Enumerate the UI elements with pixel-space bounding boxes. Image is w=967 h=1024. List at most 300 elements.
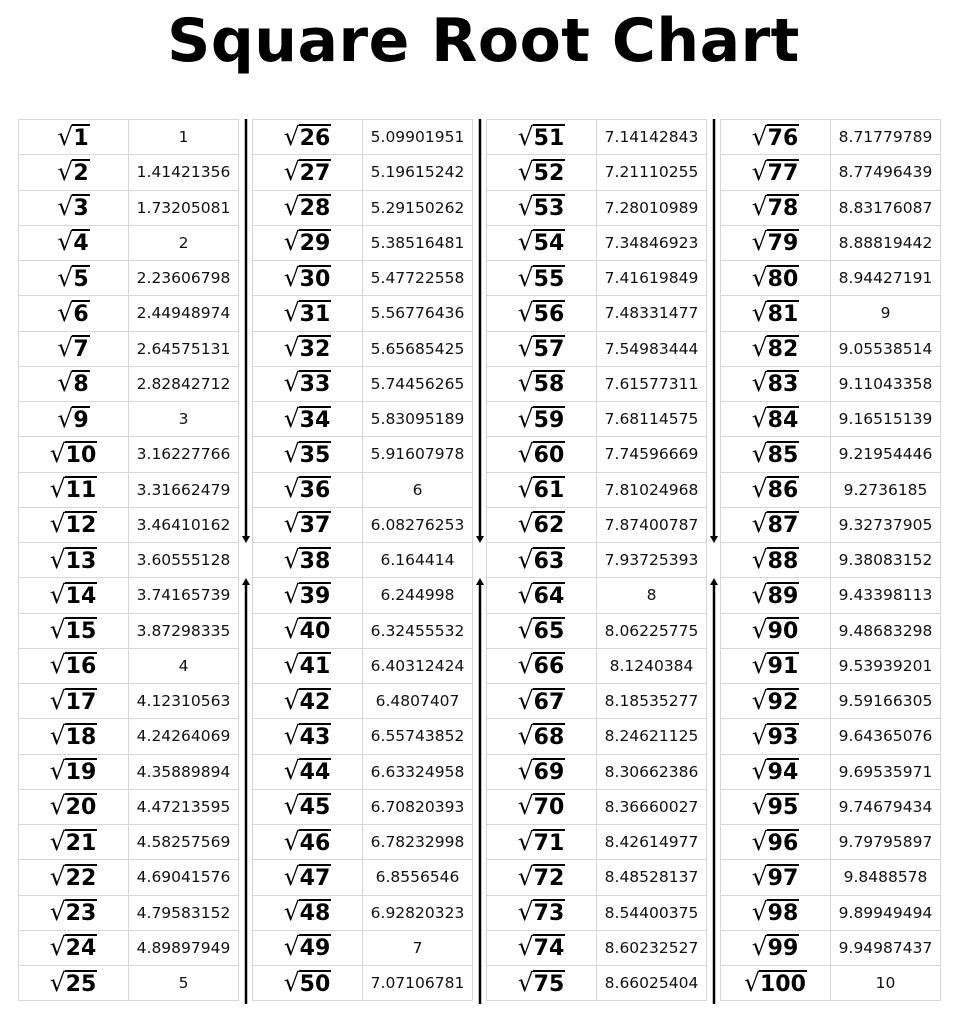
root-value: 2.44948974 [129, 296, 239, 331]
table-row [253, 190, 473, 225]
radicand: 65 [533, 619, 565, 645]
root-value: 4.12310563 [129, 684, 239, 719]
square-root-expression [284, 476, 332, 502]
radical-sign-icon: √ [49, 932, 66, 962]
table-row [487, 225, 707, 260]
radical-sign-icon: √ [57, 333, 74, 363]
table-row [253, 860, 473, 895]
square-root-expression [49, 720, 98, 750]
square-root-expression [50, 934, 98, 960]
radicand: 90 [767, 619, 799, 645]
table-row [487, 613, 707, 648]
arrow-down-icon [710, 536, 718, 543]
radicand-cell [721, 225, 831, 260]
radicand-cell [721, 684, 831, 719]
root-value: 7.07106781 [363, 966, 473, 1001]
radical-sign-icon: √ [517, 227, 534, 257]
radicand-cell [721, 296, 831, 331]
root-value: 5.38516481 [363, 225, 473, 260]
root-value: 9.32737905 [831, 507, 941, 542]
radical-sign-icon: √ [283, 297, 300, 327]
table-row [721, 261, 941, 296]
radicand-cell [19, 120, 129, 155]
radical-sign-icon: √ [751, 438, 768, 468]
radical-sign-icon: √ [57, 121, 74, 151]
radicand: 32 [299, 337, 331, 363]
table-row [19, 296, 239, 331]
root-value: 7.34846923 [597, 225, 707, 260]
radical-sign-icon: √ [751, 579, 768, 609]
column-divider-arrows [240, 119, 252, 1004]
root-value: 8.54400375 [597, 895, 707, 930]
radicand-cell [487, 860, 597, 895]
radical-sign-icon: √ [49, 579, 66, 609]
square-root-expression [752, 229, 800, 255]
square-root-expression [752, 194, 800, 220]
radicand-cell [721, 648, 831, 683]
radicand-cell [487, 648, 597, 683]
radicand-cell [721, 860, 831, 895]
radicand: 19 [65, 760, 97, 786]
radicand: 2 [73, 160, 89, 186]
radicand: 28 [299, 196, 331, 222]
radicand-cell [487, 190, 597, 225]
table-row [487, 366, 707, 401]
square-root-expression [57, 370, 89, 396]
radicand: 97 [767, 865, 799, 891]
square-root-expression [49, 861, 98, 891]
radicand: 80 [767, 266, 799, 292]
radical-sign-icon: √ [283, 509, 300, 539]
radicand-cell [253, 754, 363, 789]
square-root-expression [518, 652, 566, 678]
radicand-cell [721, 930, 831, 965]
root-value: 9.11043358 [831, 366, 941, 401]
table-row [487, 860, 707, 895]
root-value: 9.2736185 [831, 472, 941, 507]
table-row [487, 437, 707, 472]
radicand: 58 [533, 372, 565, 398]
root-value: 9.05538514 [831, 331, 941, 366]
radicand-cell [19, 225, 129, 260]
radicand: 4 [73, 231, 89, 257]
square-root-expression [283, 297, 332, 327]
radicand: 43 [299, 724, 331, 750]
radical-sign-icon: √ [283, 192, 300, 222]
radical-sign-icon: √ [517, 897, 534, 927]
root-value: 6.63324958 [363, 754, 473, 789]
root-value: 6 [363, 472, 473, 507]
radicand: 53 [533, 196, 565, 222]
table-row [253, 437, 473, 472]
square-root-expression [57, 297, 89, 327]
radicand: 51 [533, 125, 565, 151]
square-root-expression [50, 793, 98, 819]
radicand: 14 [65, 583, 97, 609]
square-root-expression [517, 861, 566, 891]
radical-sign-icon: √ [57, 368, 74, 398]
radicand: 87 [767, 513, 799, 539]
root-value: 3.74165739 [129, 578, 239, 613]
root-value: 7.81024968 [597, 472, 707, 507]
square-root-expression [751, 544, 800, 574]
radicand-cell [487, 437, 597, 472]
radicand-cell [487, 472, 597, 507]
square-root-expression [57, 262, 89, 292]
radical-sign-icon: √ [283, 156, 300, 186]
radicand-cell [19, 930, 129, 965]
root-value: 9 [831, 296, 941, 331]
radicand: 54 [533, 231, 565, 257]
radicand-cell [19, 296, 129, 331]
root-value: 7.61577311 [597, 366, 707, 401]
radical-sign-icon: √ [49, 791, 66, 821]
table-row [19, 613, 239, 648]
radical-sign-icon: √ [751, 509, 768, 539]
radicand-cell [487, 825, 597, 860]
table-row [721, 543, 941, 578]
radicand: 12 [65, 513, 97, 539]
table-row [721, 719, 941, 754]
table-row [253, 578, 473, 613]
table-row [253, 366, 473, 401]
radical-sign-icon: √ [517, 756, 534, 786]
table-row [487, 331, 707, 366]
root-value: 8.83176087 [831, 190, 941, 225]
square-root-expression [284, 899, 332, 925]
square-root-expression [517, 579, 566, 609]
square-root-expression [283, 403, 332, 433]
square-root-expression [751, 403, 800, 433]
square-root-expression [284, 617, 332, 643]
radicand: 81 [767, 301, 799, 327]
table-row [721, 613, 941, 648]
table-row [253, 331, 473, 366]
radicand: 37 [299, 513, 331, 539]
radical-sign-icon: √ [751, 720, 768, 750]
radicand: 22 [65, 865, 97, 891]
radicand: 98 [767, 901, 799, 927]
table-row [19, 331, 239, 366]
radicand-cell [721, 190, 831, 225]
radicand-cell [721, 437, 831, 472]
root-value: 7 [363, 930, 473, 965]
root-value: 8.94427191 [831, 261, 941, 296]
table-row [721, 120, 941, 155]
table-row [487, 190, 707, 225]
radical-sign-icon: √ [517, 826, 534, 856]
table-row [19, 402, 239, 437]
radical-sign-icon: √ [751, 615, 768, 645]
table-row [253, 719, 473, 754]
square-root-expression [284, 511, 332, 537]
square-root-expression [517, 156, 566, 186]
root-value: 4.58257569 [129, 825, 239, 860]
root-value: 9.74679434 [831, 789, 941, 824]
square-root-expression [518, 194, 566, 220]
radicand: 23 [65, 901, 97, 927]
radical-sign-icon: √ [283, 826, 300, 856]
table-row [253, 261, 473, 296]
radical-sign-icon: √ [751, 544, 768, 574]
radicand-cell [721, 578, 831, 613]
table-row [721, 225, 941, 260]
table-row [487, 825, 707, 860]
square-root-expression [284, 793, 332, 819]
radicand: 11 [65, 478, 97, 504]
radicand-cell [253, 120, 363, 155]
table-row [253, 120, 473, 155]
radicand: 6 [73, 301, 89, 327]
square-root-expression [517, 403, 566, 433]
root-value: 5.29150262 [363, 190, 473, 225]
root-value: 9.53939201 [831, 648, 941, 683]
root-value: 8.42614977 [597, 825, 707, 860]
radical-sign-icon: √ [517, 509, 534, 539]
table-row [721, 860, 941, 895]
square-root-expression [517, 262, 566, 292]
square-root-expression [49, 579, 98, 609]
radicand: 18 [65, 724, 97, 750]
square-root-expression [518, 335, 566, 361]
radicand-cell [487, 402, 597, 437]
radical-sign-icon: √ [49, 756, 66, 786]
radical-sign-icon: √ [283, 333, 300, 363]
square-root-expression [517, 967, 566, 997]
radicand-cell [253, 507, 363, 542]
root-value: 6.92820323 [363, 895, 473, 930]
square-root-expression [518, 476, 566, 502]
table-row [253, 684, 473, 719]
root-value: 10 [831, 966, 941, 1001]
radicand-cell [721, 543, 831, 578]
radicand-cell [487, 719, 597, 754]
root-value: 4.35889894 [129, 754, 239, 789]
radicand-cell [253, 402, 363, 437]
square-root-expression [752, 511, 800, 537]
radical-sign-icon: √ [751, 368, 768, 398]
table-row [19, 578, 239, 613]
root-value: 7.48331477 [597, 296, 707, 331]
radicand: 38 [299, 548, 331, 574]
radicand: 10 [65, 442, 97, 468]
root-value: 9.8488578 [831, 860, 941, 895]
radical-sign-icon: √ [751, 227, 768, 257]
root-value: 6.32455532 [363, 613, 473, 648]
square-root-expression [49, 967, 98, 997]
square-root-expression [517, 685, 566, 715]
radicand-cell [253, 543, 363, 578]
radicand-cell [253, 684, 363, 719]
table-row [487, 789, 707, 824]
radicand: 17 [65, 689, 97, 715]
table-row [253, 613, 473, 648]
radicand-cell [19, 543, 129, 578]
radical-sign-icon: √ [57, 227, 74, 257]
table-row [487, 578, 707, 613]
radical-sign-icon: √ [283, 121, 300, 151]
square-root-expression [49, 826, 98, 856]
root-value: 7.41619849 [597, 261, 707, 296]
table-row [487, 472, 707, 507]
radicand: 71 [533, 830, 565, 856]
root-value: 8.66025404 [597, 966, 707, 1001]
square-root-expression [57, 335, 89, 361]
radical-sign-icon: √ [744, 967, 760, 997]
table-row [253, 895, 473, 930]
radical-sign-icon: √ [283, 227, 300, 257]
radical-sign-icon: √ [751, 333, 768, 363]
radical-sign-icon: √ [283, 544, 300, 574]
radical-sign-icon: √ [517, 685, 534, 715]
radical-sign-icon: √ [283, 791, 300, 821]
radicand-cell [253, 225, 363, 260]
square-root-expression [49, 544, 98, 574]
radicand-cell [721, 507, 831, 542]
root-value: 8.36660027 [597, 789, 707, 824]
table-row [19, 719, 239, 754]
root-value: 9.89949494 [831, 895, 941, 930]
square-root-expression [751, 438, 800, 468]
radicand-cell [487, 684, 597, 719]
radicand: 63 [533, 548, 565, 574]
square-root-expression [751, 826, 800, 856]
root-value: 4.79583152 [129, 895, 239, 930]
square-root-expression [284, 758, 332, 784]
radicand: 31 [299, 301, 331, 327]
radicand: 40 [299, 619, 331, 645]
radical-sign-icon: √ [517, 579, 534, 609]
square-root-expression [57, 121, 89, 151]
radical-sign-icon: √ [751, 156, 768, 186]
radicand-cell [253, 895, 363, 930]
root-value: 9.94987437 [831, 930, 941, 965]
square-root-expression [50, 758, 98, 784]
square-root-expression [283, 861, 332, 891]
square-root-expression [751, 297, 800, 327]
square-root-expression [57, 403, 89, 433]
radicand: 13 [65, 548, 97, 574]
square-root-expression [284, 194, 332, 220]
root-value: 7.28010989 [597, 190, 707, 225]
square-root-expression [49, 685, 98, 715]
radical-sign-icon: √ [517, 438, 534, 468]
radical-sign-icon: √ [57, 297, 74, 327]
radicand-cell [487, 754, 597, 789]
root-value: 9.38083152 [831, 543, 941, 578]
radicand-cell [19, 719, 129, 754]
root-value: 9.59166305 [831, 684, 941, 719]
radicand-cell [253, 966, 363, 1001]
table-row [19, 155, 239, 190]
radicand: 15 [65, 619, 97, 645]
square-root-expression [283, 156, 332, 186]
table-row [253, 225, 473, 260]
square-root-expression [751, 262, 800, 292]
radicand-cell [253, 296, 363, 331]
radical-sign-icon: √ [49, 474, 66, 504]
radicand-cell [487, 261, 597, 296]
table-row [19, 860, 239, 895]
radicand: 67 [533, 689, 565, 715]
radicand-cell [19, 754, 129, 789]
radical-sign-icon: √ [49, 897, 66, 927]
radicand-cell [487, 543, 597, 578]
root-value: 6.70820393 [363, 789, 473, 824]
radicand-cell [19, 366, 129, 401]
radicand-cell [487, 225, 597, 260]
table-row [721, 402, 941, 437]
radical-sign-icon: √ [517, 791, 534, 821]
radical-sign-icon: √ [49, 650, 66, 680]
table-row [19, 190, 239, 225]
radicand: 94 [767, 760, 799, 786]
table-row [721, 966, 941, 1001]
radicand-cell [19, 895, 129, 930]
radical-sign-icon: √ [751, 897, 768, 927]
root-value: 8.06225775 [597, 613, 707, 648]
radicand-cell [487, 155, 597, 190]
radical-sign-icon: √ [49, 967, 66, 997]
root-value: 8.1240384 [597, 648, 707, 683]
radicand: 91 [767, 654, 799, 680]
radicand: 29 [299, 231, 331, 257]
square-root-expression [283, 121, 332, 151]
radical-sign-icon: √ [517, 333, 534, 363]
radicand: 39 [299, 583, 331, 609]
table-row [19, 789, 239, 824]
radicand: 64 [533, 583, 565, 609]
root-value: 9.43398113 [831, 578, 941, 613]
table-row [253, 543, 473, 578]
table-row [19, 754, 239, 789]
radicand-cell [253, 437, 363, 472]
square-root-expression [751, 861, 800, 891]
square-root-expression [517, 297, 566, 327]
radicand: 33 [299, 372, 331, 398]
radicand: 20 [65, 795, 97, 821]
radicand: 42 [299, 689, 331, 715]
radicand: 95 [767, 795, 799, 821]
radicand: 44 [299, 760, 331, 786]
square-root-expression [752, 758, 800, 784]
root-value: 8.48528137 [597, 860, 707, 895]
square-root-expression [751, 579, 800, 609]
root-value: 7.14142843 [597, 120, 707, 155]
radicand-cell [487, 331, 597, 366]
square-root-expression [518, 793, 566, 819]
radicand-cell [253, 366, 363, 401]
square-root-expression [517, 544, 566, 574]
radicand: 62 [533, 513, 565, 539]
radicand: 68 [533, 724, 565, 750]
table-row [19, 543, 239, 578]
square-root-expression [283, 826, 332, 856]
radicand-cell [253, 613, 363, 648]
arrow-up-icon [242, 578, 250, 585]
radicand: 9 [73, 407, 89, 433]
radicand-cell [19, 190, 129, 225]
root-value: 8.77496439 [831, 155, 941, 190]
radicand: 34 [299, 407, 331, 433]
radicand: 72 [533, 865, 565, 891]
radical-sign-icon: √ [517, 967, 534, 997]
square-root-expression [284, 229, 332, 255]
radicand-cell [253, 648, 363, 683]
root-value: 3.31662479 [129, 472, 239, 507]
column-block-4 [720, 119, 941, 1001]
radical-sign-icon: √ [517, 615, 534, 645]
